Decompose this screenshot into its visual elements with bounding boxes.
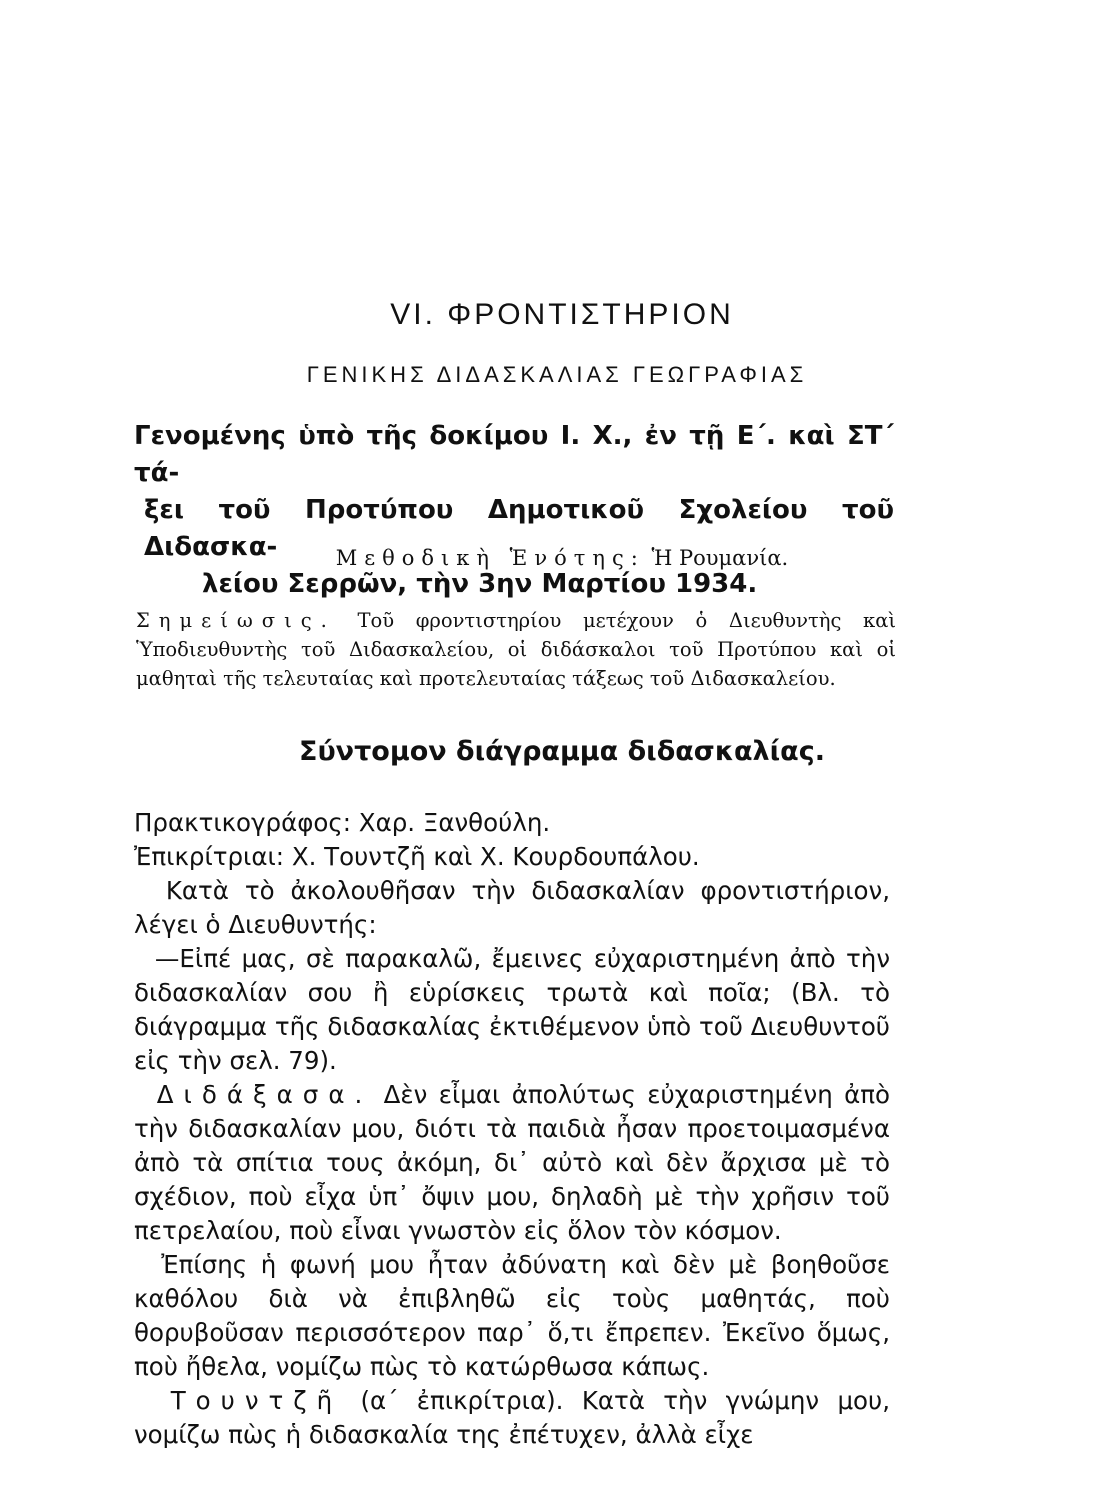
intro-line-1: Γενομένης ὑπὸ τῆς δοκίμου Ι. Χ., ἐν τῇ Ε΄. καὶ ΣΤ΄ τά- — [134, 421, 894, 488]
chapter-title: VI. ΦΡΟΝΤΙΣΤΗΡΙΟΝ — [390, 298, 734, 331]
intro-paragraph — [134, 418, 894, 603]
recorder-line: Πρακτικογράφος: Χαρ. Ξανθούλη. — [134, 808, 551, 837]
note-paragraph — [136, 606, 896, 693]
paragraph-4 — [134, 1248, 890, 1384]
paragraph-3-text: Δὲν εἶμαι ἀπολύτως εὐχαριστημένη ἀπὸ τὴν διδασκαλίαν μου, διότι τὰ παιδιὰ ἦσαν προετοιμασμένα ἀπὸ τὰ σπίτια τους ἀκόμη, δι᾽ αὐτὸ καὶ δὲν ἄρχισα μὲ τὸ σχέδιον, ποὺ εἶχα ὑπ᾽ ὄψιν μου, δηλαδὴ μὲ τὴν χρῆσιν τοῦ πετρελαίου, ποὺ εἶναι γνωστὸν εἰς ὅλον τὸν κόσμον. — [134, 1080, 891, 1245]
paragraph-4-text: Ἐπίσης ἡ φωνή μου ἦταν ἀδύνατη καὶ δὲν μὲ βοηθοῦσε καθόλου διὰ νὰ ἐπιβληθῶ εἰς τοὺς μαθητάς, ποὺ θορυβοῦσαν περισσότερον παρ᾽ ὅ,τι ἔπρεπεν. Ἐκεῖνο ὅμως, ποὺ ἤθελα, νομίζω πὼς τὸ κατώρθωσα κάπως. — [134, 1250, 891, 1381]
intro-line-2: ξει τοῦ Προτύπου Δημοτικοῦ Σχολείου τοῦ Διδασκα- — [144, 495, 894, 562]
paragraph-2-text: —Εἰπέ μας, σὲ παρακαλῶ, ἔμεινες εὐχαριστημένη ἀπὸ τὴν διδασκαλίαν σου ἢ εὑρίσκεις τρωτὰ καὶ ποῖα; (Βλ. τὸ διάγραμμα τῆς διδασκαλίας ἐκτιθέμενον ὑπὸ τοῦ Διευθυντοῦ εἰς τὴν σελ. 79). — [134, 944, 890, 1075]
intro-line-3: λείου Σερρῶν, τὴν 3ην Μαρτίου 1934. — [202, 569, 758, 599]
methodical-unit — [0, 546, 1094, 570]
methodical-unit-label: Μεθοδικὴ Ἑνότης: — [335, 546, 645, 570]
chapter-subtitle: ΓΕΝΙΚΗΣ ΔΙΔΑΣΚΑΛΙΑΣ ΓΕΩΓΡΑΦΙΑΣ — [306, 362, 808, 387]
section-heading: Σύντομον διάγραμμα διδασκαλίας. — [299, 736, 825, 767]
paragraph-3-label: Διδάξασα. — [156, 1080, 373, 1109]
paragraph-1-text: Κατὰ τὸ ἀκολουθῆσαν τὴν διδασκαλίαν φροντιστήριον, λέγει ὁ Διευθυντής: — [134, 876, 890, 939]
paragraph-5-text: (α΄ ἐπικρίτρια). Κατὰ τὴν γνώμην μου, νομίζω πὼς ἡ διδασκαλία της ἐπέτυχεν, ἀλλὰ εἶχε — [134, 1386, 890, 1449]
paragraph-2 — [134, 942, 890, 1078]
body-text — [134, 806, 890, 1452]
note-label: Σημείωσις. — [136, 609, 336, 632]
methodical-unit-value: Ἡ Ρουμανία. — [651, 546, 789, 570]
critics-line: Ἐπικρίτριαι: Χ. Τουντζῆ καὶ Χ. Κουρδουπάλου. — [134, 842, 700, 871]
paragraph-3 — [134, 1078, 890, 1248]
paragraph-5 — [134, 1384, 890, 1452]
paragraph-1 — [134, 874, 890, 942]
note-text: Τοῦ φροντιστηρίου μετέχουν ὁ Διευθυντὴς καὶ Ὑποδιευθυντὴς τοῦ Διδασκαλείου, οἱ διδάσκαλοι τοῦ Προτύπου καὶ οἱ μαθηταὶ τῆς τελευταίας καὶ προτελευταίας τάξεως τοῦ Διδασκαλείου. — [136, 609, 897, 690]
paragraph-5-label: Τουντζῆ — [170, 1386, 343, 1415]
